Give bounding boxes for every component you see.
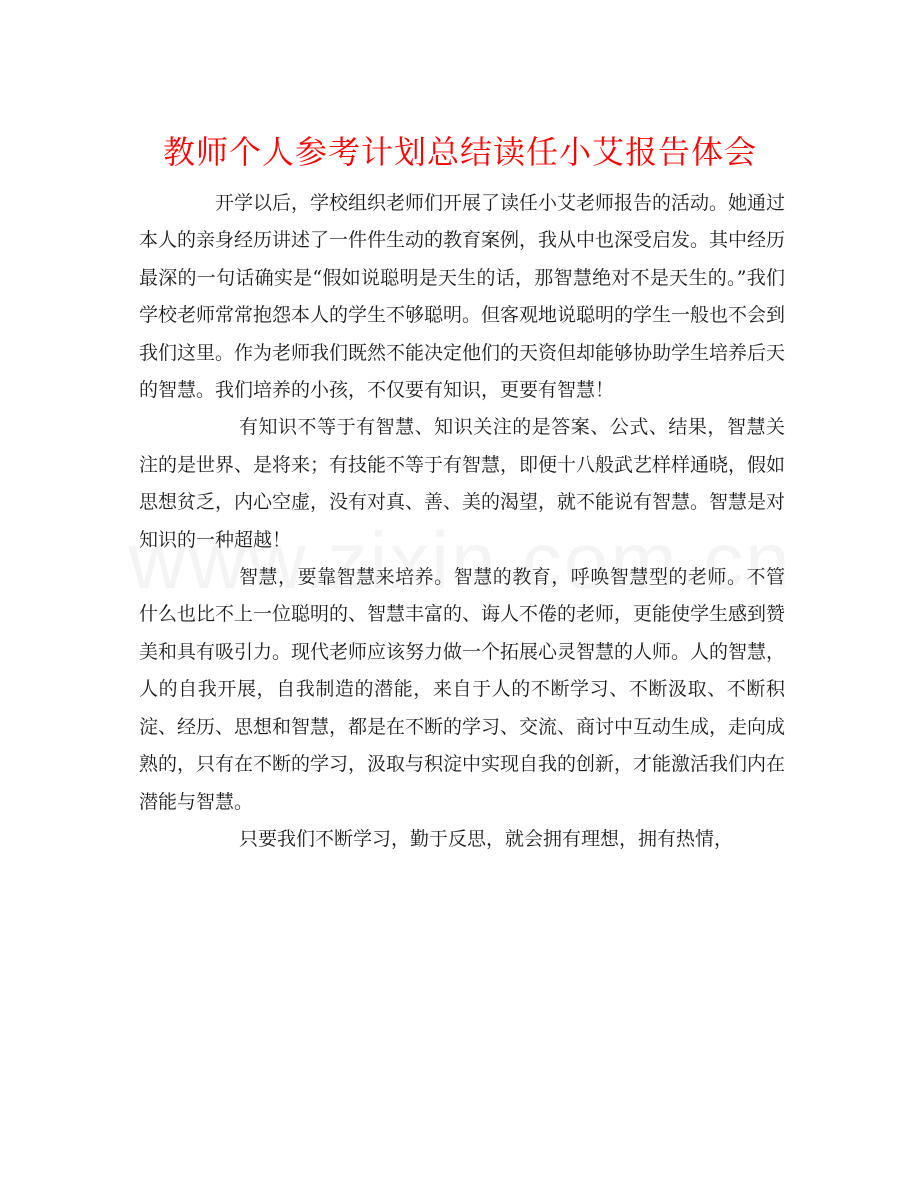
document-body: [139, 185, 785, 858]
document-title: 教师个人参考计划总结读任小艾报告体会: [162, 133, 757, 171]
paragraph-4: 只要我们不断学习，勤于反思，就会拥有理想，拥有热情，: [239, 827, 734, 850]
paragraph-2: 有知识不等于有智慧、知识关注的是答案、公式、结果，智慧关注的是世界、是将来；有技能不等于有智慧，即便十八般武艺样样通晓，假如思想贫乏，内心空虚，没有对真、善、美的渴望，就不能说有智慧。智慧是对知识的一种超越！: [139, 416, 786, 551]
paragraph-3: 智慧，要靠智慧来培养。智慧的教育，呼唤智慧型的老师。不管什么也比不上一位聪明的、智慧丰富的、诲人不倦的老师，更能使学生感到赞美和具有吸引力。现代老师应该努力做一个拓展心灵智慧的人师。人的智慧，人的自我开展，自我制造的潜能，来自于人的不断学习、不断汲取、不断积淀、经历、思想和智慧，都是在不断的学习、交流、商讨中互动生成，走向成熟的，只有在不断的学习，汲取与积淀中实现自我的创新，才能激活我们内在潜能与智慧。: [139, 566, 786, 813]
paragraph-1: 开学以后，学校组织老师们开展了读任小艾老师报告的活动。她通过本人的亲身经历讲述了一件件生动的教育案例，我从中也深受启发。其中经历最深的一句话确实是“假如说聪明是天生的话，那智慧绝对不是天生的。”我们学校老师常常抱怨本人的学生不够聪明。但客观地说聪明的学生一般也不会到我们这里。作为老师我们既然不能决定他们的天资但却能够协助学生培养后天的智慧。我们培养的小孩，不仅要有知识，更要有智慧！: [139, 192, 786, 402]
